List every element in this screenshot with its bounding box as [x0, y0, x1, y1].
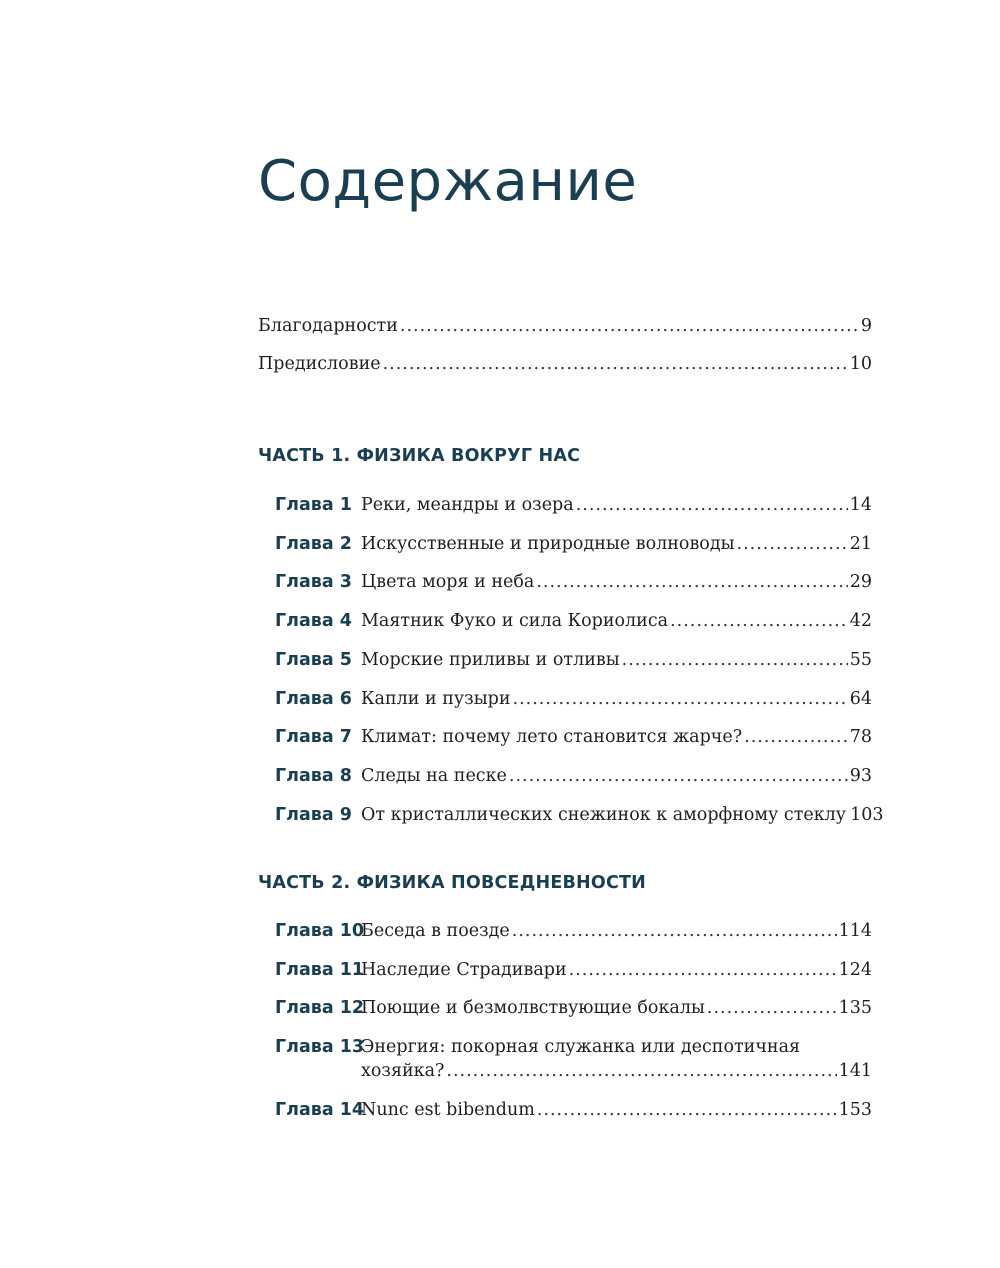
toc-entry-chapter-7[interactable]: [361, 725, 872, 749]
toc-entry-chapter-11[interactable]: [361, 958, 872, 982]
dot-leader: [400, 314, 859, 338]
toc-entry-title: Искусственные и природные волноводы: [361, 534, 735, 554]
toc-entry-title: Беседа в поезде: [361, 921, 510, 941]
dot-leader: [576, 493, 848, 517]
dot-leader: [513, 687, 848, 711]
toc-entry-page: 42: [849, 611, 872, 631]
toc-entry-chapter-6[interactable]: [361, 687, 872, 711]
part-heading-1: ЧАСТЬ 1. ФИЗИКА ВОКРУГ НАС: [258, 446, 581, 466]
dot-leader: [569, 958, 837, 982]
toc-entry-chapter-1[interactable]: [361, 493, 872, 517]
toc-entry-page: 14: [849, 495, 872, 515]
dot-leader: [446, 1059, 836, 1083]
toc-entry-title: Наследие Страдивари: [361, 960, 567, 980]
chapter-label: Глава 14: [275, 1100, 365, 1120]
toc-entry-title: Климат: почему лето становится жарче?: [361, 727, 743, 747]
toc-entry-chapter-5[interactable]: [361, 648, 872, 672]
toc-entry-chapter-3[interactable]: [361, 570, 872, 594]
toc-entry-chapter-13[interactable]: [361, 1059, 872, 1083]
toc-entry-title: От кристаллических снежинок к аморфному стеклу: [361, 805, 847, 825]
toc-entry-page: 103: [850, 805, 884, 825]
chapter-label: Глава 10: [275, 921, 365, 941]
chapter-label: Глава 13: [275, 1037, 365, 1057]
toc-entry-title: Благодарности: [258, 316, 398, 336]
toc-entry-title-line1[interactable]: Энергия: покорная служанка или деспотичная: [361, 1037, 801, 1057]
toc-entry-page: 135: [838, 998, 872, 1018]
chapter-label: Глава 8: [275, 766, 352, 786]
toc-entry-chapter-2[interactable]: [361, 532, 872, 556]
dot-leader: [383, 352, 848, 376]
toc-entry-page: 93: [849, 766, 872, 786]
dot-leader: [622, 648, 848, 672]
toc-entry-page: 114: [838, 921, 872, 941]
toc-entry-title: Следы на песке: [361, 766, 507, 786]
dot-leader: [536, 570, 847, 594]
chapter-label: Глава 3: [275, 572, 352, 592]
toc-entry-chapter-10[interactable]: [361, 919, 872, 943]
toc-entry-page: 78: [849, 727, 872, 747]
toc-entry-page: 9: [860, 316, 872, 336]
toc-entry-chapter-4[interactable]: [361, 609, 872, 633]
part-heading-2: ЧАСТЬ 2. ФИЗИКА ПОВСЕДНЕВНОСТИ: [258, 873, 646, 893]
toc-entry-title: Nunc est bibendum: [361, 1100, 535, 1120]
dot-leader: [537, 1098, 837, 1122]
page-title: Содержание: [258, 149, 638, 214]
toc-entry-title-line2: хозяйка?: [361, 1061, 445, 1081]
toc-entry-chapter-14[interactable]: [361, 1098, 872, 1122]
toc-entry-page: 55: [849, 650, 872, 670]
toc-entry-acknowledgements[interactable]: [258, 314, 872, 338]
dot-leader: [509, 764, 848, 788]
toc-entry-page: 141: [838, 1061, 872, 1081]
toc-entry-page: 153: [838, 1100, 872, 1120]
toc-entry-page: 10: [849, 354, 872, 374]
toc-entry-title: Предисловие: [258, 354, 381, 374]
chapter-label: Глава 12: [275, 998, 365, 1018]
toc-entry-page: 124: [838, 960, 872, 980]
dot-leader: [744, 725, 848, 749]
chapter-label: Глава 2: [275, 534, 352, 554]
chapter-label: Глава 1: [275, 495, 352, 515]
chapter-label: Глава 6: [275, 689, 352, 709]
toc-entry-chapter-9[interactable]: [361, 803, 884, 827]
toc-entry-page: 21: [849, 534, 872, 554]
toc-entry-title: Маятник Фуко и сила Кориолиса: [361, 611, 669, 631]
toc-entry-chapter-8[interactable]: [361, 764, 872, 788]
toc-entry-title: Капли и пузыри: [361, 689, 511, 709]
chapter-label: Глава 11: [275, 960, 365, 980]
chapter-label: Глава 7: [275, 727, 352, 747]
chapter-label: Глава 9: [275, 805, 352, 825]
toc-entry-title: Цвета моря и неба: [361, 572, 535, 592]
dot-leader: [512, 919, 837, 943]
chapter-label: Глава 4: [275, 611, 352, 631]
toc-entry-preface[interactable]: [258, 352, 872, 376]
chapter-label: Глава 5: [275, 650, 352, 670]
toc-entry-title: Реки, меандры и озера: [361, 495, 574, 515]
dot-leader: [707, 996, 837, 1020]
toc-entry-title: Поющие и безмолвствующие бокалы: [361, 998, 705, 1018]
dot-leader: [670, 609, 848, 633]
toc-entry-chapter-12[interactable]: [361, 996, 872, 1020]
dot-leader: [737, 532, 848, 556]
toc-entry-page: 64: [849, 689, 872, 709]
toc-entry-title: Морские приливы и отливы: [361, 650, 620, 670]
toc-entry-page: 29: [849, 572, 872, 592]
